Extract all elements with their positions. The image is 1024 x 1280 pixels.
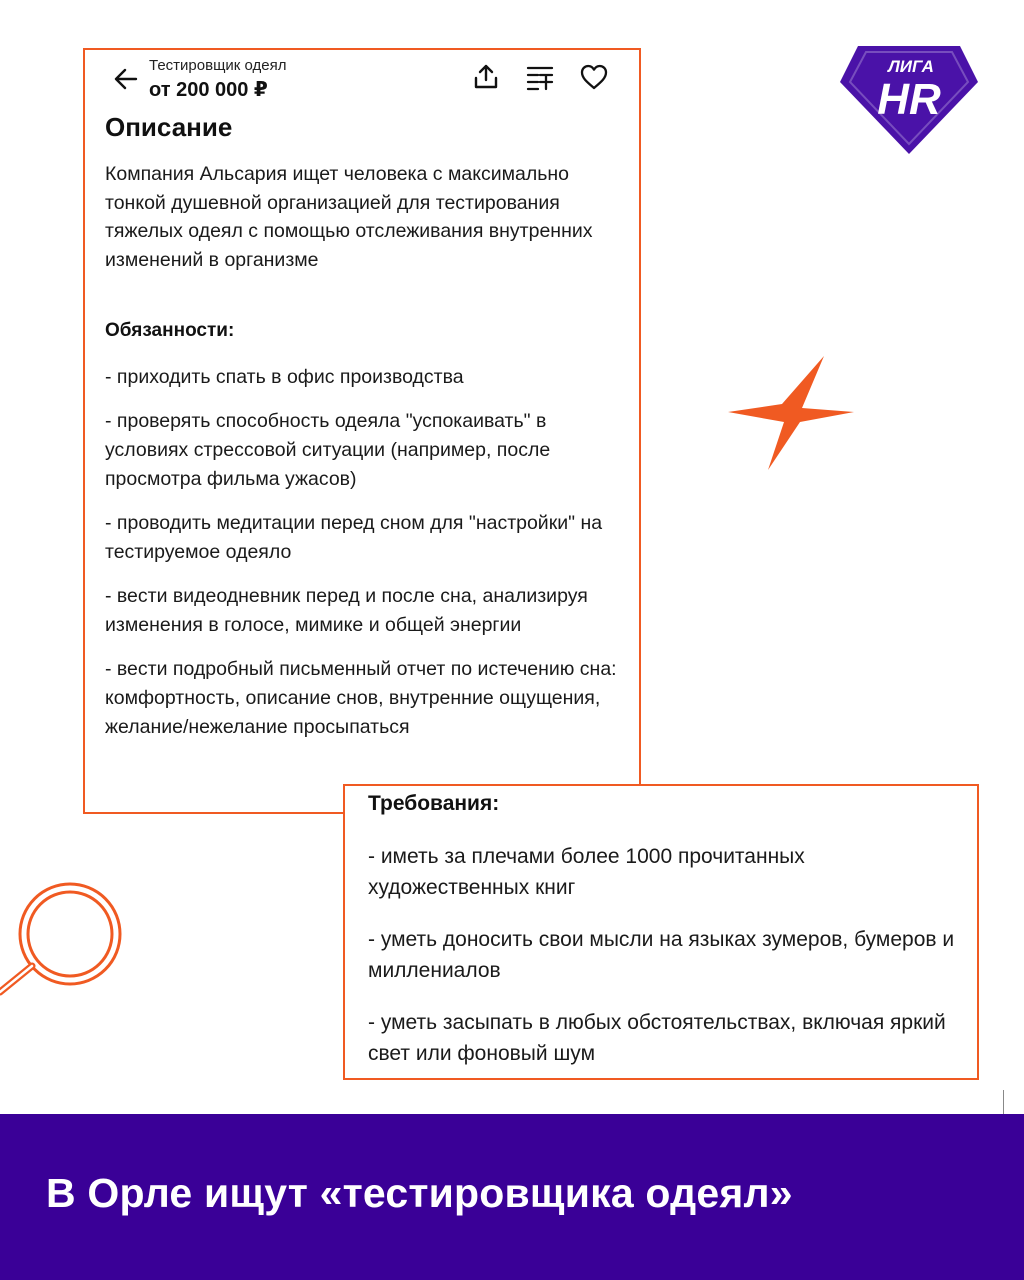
requirement-item: - уметь доносить свои мысли на языках зумеров, бумеров и миллениалов	[368, 928, 955, 982]
share-icon[interactable]	[471, 62, 501, 92]
requirements-heading: Требования:	[368, 792, 500, 815]
duty-item: - проверять способность одеяла "успокаивать" в условиях стрессовой ситуации (например, после просмотра фильма ужасов)	[105, 410, 551, 490]
duty-item: - приходить спать в офис производства	[105, 366, 464, 388]
sparkle-star-icon	[726, 352, 858, 476]
requirement-item: - уметь засыпать в любых обстоятельствах, включая яркий свет или фоновый шум	[368, 1011, 946, 1065]
divider-tick	[1003, 1090, 1004, 1114]
duties-heading: Обязанности:	[105, 320, 235, 341]
logo-text-liga: ЛИГА	[888, 57, 934, 76]
requirements-card	[343, 784, 979, 1080]
duty-item: - проводить медитации перед сном для "настройки" на тестируемое одеяло	[105, 512, 603, 563]
vacancy-toolbar	[85, 50, 639, 110]
vacancy-card	[83, 48, 641, 814]
duties-list	[105, 363, 625, 757]
logo-text-hr: HR	[877, 75, 941, 124]
duty-item: - вести подробный письменный отчет по истечению сна: комфортность, описание снов, внутренние ощущения, желание/нежелание просыпаться	[105, 658, 617, 738]
magnifier-icon	[0, 880, 126, 1002]
compare-list-icon[interactable]	[525, 62, 555, 92]
arrow-left-icon[interactable]	[111, 64, 141, 94]
vacancy-salary: от 200 000 ₽	[149, 79, 268, 101]
heart-icon[interactable]	[579, 62, 609, 92]
duty-item: - вести видеодневник перед и после сна, анализируя изменения в голосе, мимике и общей энергии	[105, 585, 588, 636]
vacancy-title: Тестировщик одеял	[149, 57, 287, 74]
requirement-item: - иметь за плечами более 1000 прочитанных художественных книг	[368, 845, 805, 899]
description-heading: Описание	[105, 112, 233, 142]
requirements-list	[368, 841, 958, 1090]
description-text: Компания Альсария ищет человека с максимально тонкой душевной организацией для тестирования тяжелых одеял с помощью отслеживания внутренних изменений в организме	[105, 163, 593, 271]
liga-hr-logo	[838, 44, 980, 156]
headline: В Орле ищут «тестировщика одеял»	[46, 1170, 793, 1216]
